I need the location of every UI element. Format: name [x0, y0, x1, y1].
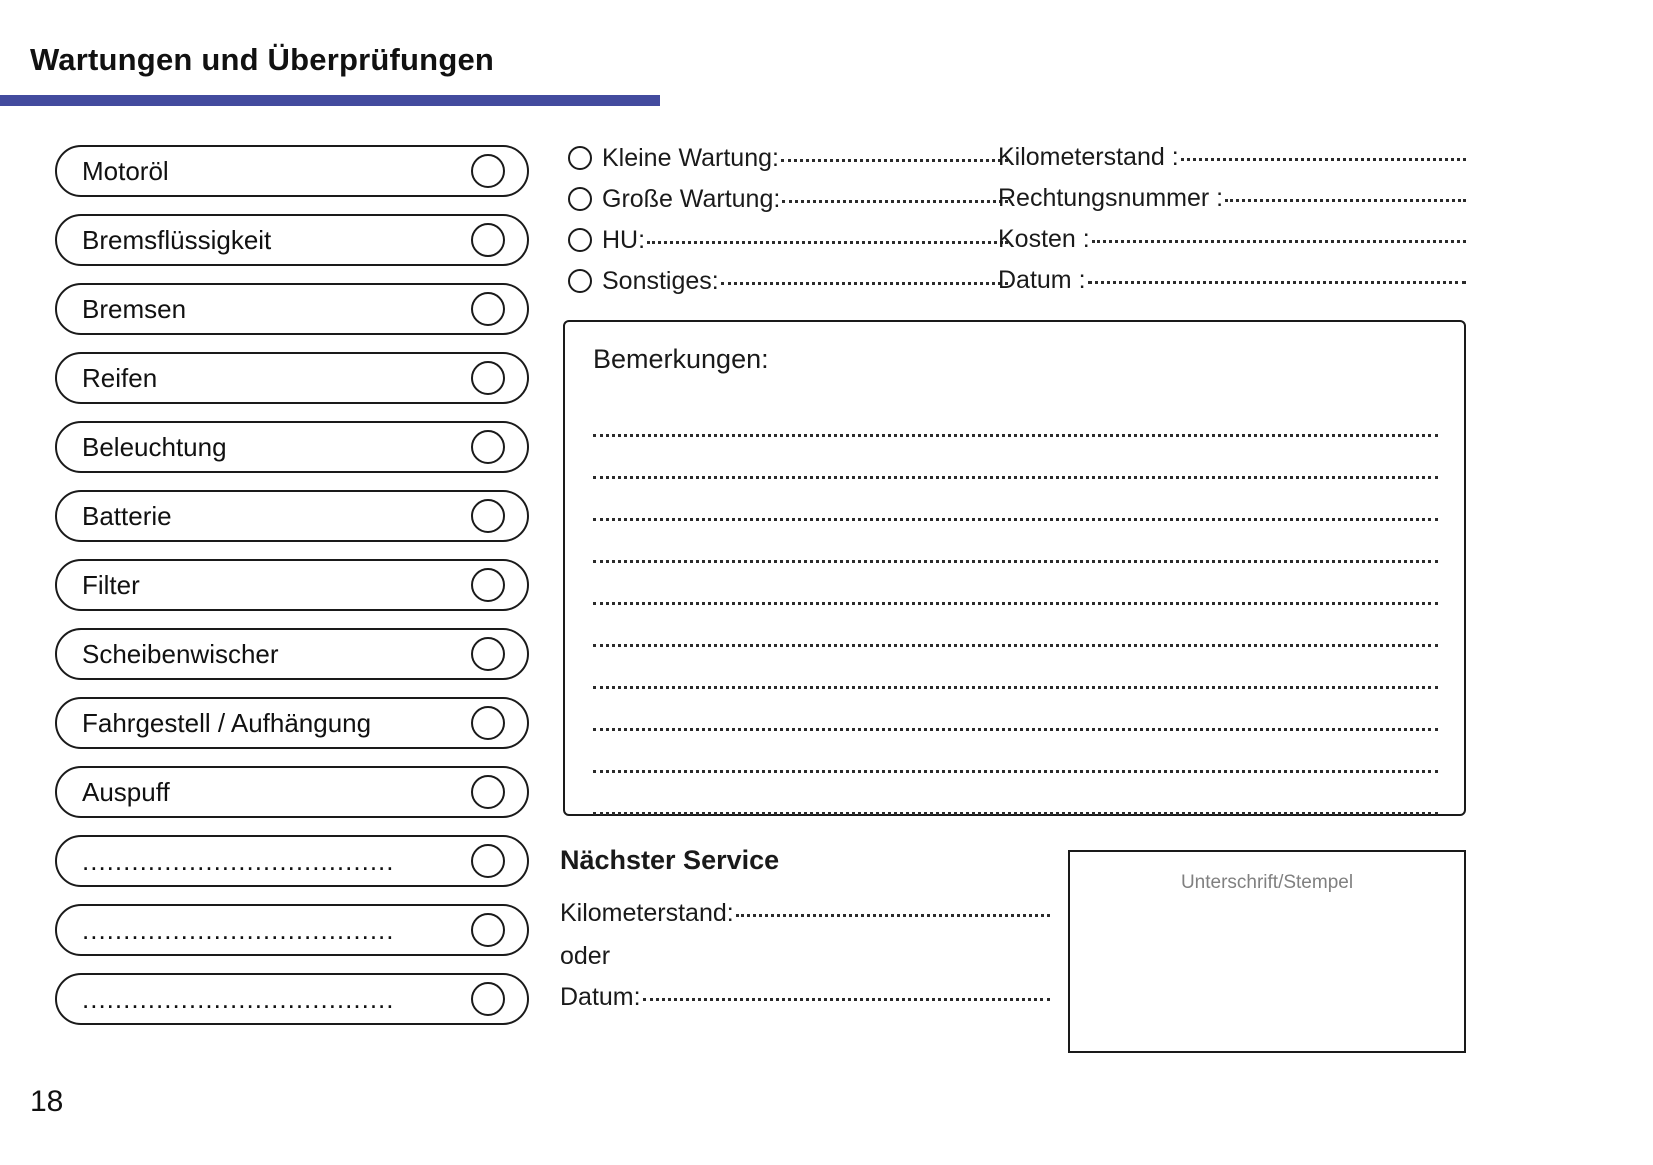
checklist-item[interactable]: [55, 214, 529, 266]
checklist-item-label: ......................................: [82, 983, 395, 1014]
checkbox-circle-icon[interactable]: [471, 637, 505, 671]
remarks-line[interactable]: [593, 395, 1438, 437]
service-type-options: [568, 142, 1008, 306]
checklist-item[interactable]: [55, 559, 529, 611]
option-sonstiges[interactable]: [568, 265, 1008, 306]
option-value-field[interactable]: [647, 221, 1008, 244]
checklist-item-blank[interactable]: [55, 835, 529, 887]
checklist-item-label: Filter: [82, 569, 140, 600]
checklist-item-blank[interactable]: [55, 904, 529, 956]
checkbox-circle-icon[interactable]: [471, 361, 505, 395]
option-grosse-wartung[interactable]: [568, 183, 1008, 224]
next-service-title: Nächster Service: [560, 845, 780, 875]
page-title: Wartungen und Überprüfungen: [30, 42, 495, 77]
field-label: Datum :: [998, 266, 1086, 294]
checklist-item-label: Bremsflüssigkeit: [82, 224, 272, 255]
checkbox-circle-icon[interactable]: [471, 982, 505, 1016]
maintenance-checklist: [55, 145, 529, 1042]
option-label: HU:: [602, 226, 646, 254]
next-service-date-value[interactable]: [643, 978, 1050, 1001]
option-label: Kleine Wartung:: [602, 144, 779, 172]
field-value[interactable]: [1225, 179, 1466, 202]
checklist-item[interactable]: [55, 421, 529, 473]
checkbox-circle-icon[interactable]: [471, 913, 505, 947]
field-label: Rechtungsnummer :: [998, 184, 1224, 212]
radio-circle-icon[interactable]: [568, 146, 592, 170]
page-number: 18: [30, 1085, 64, 1118]
checklist-item[interactable]: [55, 766, 529, 818]
next-service-date-label: Datum:: [560, 983, 641, 1011]
checklist-item-label: Scheibenwischer: [82, 638, 279, 669]
checklist-item[interactable]: [55, 145, 529, 197]
checkbox-circle-icon[interactable]: [471, 499, 505, 533]
field-kilometerstand[interactable]: [998, 142, 1466, 183]
remarks-box: [563, 320, 1466, 816]
checklist-item[interactable]: [55, 628, 529, 680]
field-value[interactable]: [1088, 261, 1466, 284]
radio-circle-icon[interactable]: [568, 187, 592, 211]
checklist-item-label: Motoröl: [82, 155, 169, 186]
checklist-item-label: Bremsen: [82, 293, 187, 324]
remarks-line[interactable]: [593, 731, 1438, 773]
next-service-section: [560, 845, 1050, 1026]
remarks-line[interactable]: [593, 437, 1438, 479]
checklist-item[interactable]: [55, 283, 529, 335]
option-value-field[interactable]: [721, 262, 1008, 285]
checklist-item-label: ......................................: [82, 845, 395, 876]
next-service-mileage-label: Kilometerstand:: [560, 899, 734, 927]
checklist-item[interactable]: [55, 697, 529, 749]
checkbox-circle-icon[interactable]: [471, 292, 505, 326]
checkbox-circle-icon[interactable]: [471, 223, 505, 257]
field-value[interactable]: [1092, 220, 1466, 243]
checklist-item-label: Auspuff: [82, 776, 170, 807]
next-service-mileage-row[interactable]: [560, 898, 1050, 938]
checklist-item-blank[interactable]: [55, 973, 529, 1025]
field-value[interactable]: [1181, 138, 1466, 161]
remarks-line[interactable]: [593, 479, 1438, 521]
checklist-item-label: ......................................: [82, 914, 395, 945]
signature-stamp-box[interactable]: [1068, 850, 1466, 1053]
checklist-item[interactable]: [55, 490, 529, 542]
checklist-item[interactable]: [55, 352, 529, 404]
option-kleine-wartung[interactable]: [568, 142, 1008, 183]
option-label: Große Wartung:: [602, 185, 781, 213]
checklist-item-label: Reifen: [82, 362, 158, 393]
remarks-line[interactable]: [593, 689, 1438, 731]
field-rechnungsnummer[interactable]: [998, 183, 1466, 224]
checklist-item-label: Fahrgestell / Aufhängung: [82, 707, 372, 738]
remarks-line[interactable]: [593, 773, 1438, 815]
checkbox-circle-icon[interactable]: [471, 775, 505, 809]
invoice-info-fields: [998, 142, 1466, 306]
field-datum[interactable]: [998, 265, 1466, 306]
field-label: Kilometerstand :: [998, 143, 1179, 171]
remarks-title: Bemerkungen:: [593, 344, 769, 374]
field-label: Kosten :: [998, 225, 1090, 253]
remarks-line[interactable]: [593, 521, 1438, 563]
remarks-line[interactable]: [593, 605, 1438, 647]
option-value-field[interactable]: [782, 180, 1008, 203]
signature-stamp-label: Unterschrift/Stempel: [1180, 872, 1354, 893]
title-divider: [0, 95, 660, 106]
checkbox-circle-icon[interactable]: [471, 154, 505, 188]
radio-circle-icon[interactable]: [568, 228, 592, 252]
option-value-field[interactable]: [781, 139, 1008, 162]
next-service-date-row[interactable]: [560, 982, 1050, 1022]
checkbox-circle-icon[interactable]: [471, 844, 505, 878]
option-hu[interactable]: [568, 224, 1008, 265]
remarks-line[interactable]: [593, 563, 1438, 605]
remarks-line[interactable]: [593, 647, 1438, 689]
field-kosten[interactable]: [998, 224, 1466, 265]
checkbox-circle-icon[interactable]: [471, 568, 505, 602]
checkbox-circle-icon[interactable]: [471, 706, 505, 740]
checklist-item-label: Batterie: [82, 500, 172, 531]
checkbox-circle-icon[interactable]: [471, 430, 505, 464]
checklist-item-label: Beleuchtung: [82, 431, 227, 462]
next-service-mileage-value[interactable]: [736, 894, 1050, 917]
next-service-or-label: oder: [560, 942, 611, 970]
radio-circle-icon[interactable]: [568, 269, 592, 293]
option-label: Sonstiges:: [602, 267, 719, 295]
